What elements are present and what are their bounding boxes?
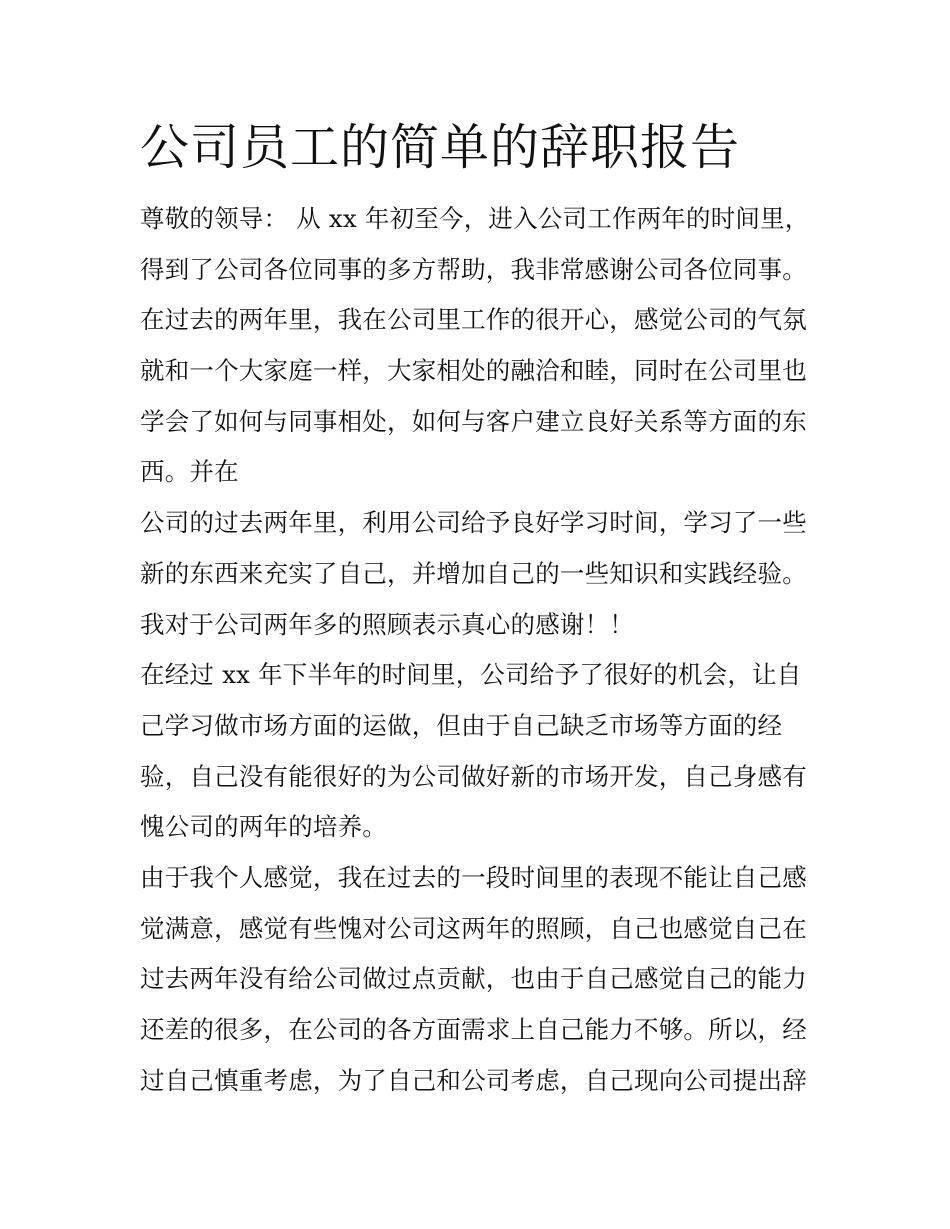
paragraph-line: 我对于公司两年多的照顾表示真心的感谢！！ [140, 609, 634, 639]
paragraph-line: 西。并在 [140, 457, 239, 487]
paragraph-line: 得到了公司各位同事的多方帮助，我非常感谢公司各位同事。 [140, 254, 807, 284]
paragraph-line: 还差的很多，在公司的各方面需求上自己能力不够。所以，经 [140, 1015, 807, 1044]
paragraph-line: 尊敬的领导： 从 xx 年初至今，进入公司工作两年的时间里， [140, 204, 810, 233]
paragraph-line: 在经过 xx 年下半年的时间里，公司给予了很好的机会，让自 [140, 660, 802, 690]
paragraph-line: 愧公司的两年的培养。 [140, 812, 387, 842]
document-body [140, 194, 820, 1106]
document-content [140, 112, 820, 1106]
paragraph-line: 就和一个大家庭一样，大家相处的融洽和睦，同时在公司里也 [140, 356, 807, 386]
paragraph-line: 验，自己没有能很好的为公司做好新的市场开发，自己身感有 [140, 761, 807, 791]
document-title: 公司员工的简单的辞职报告 [140, 119, 741, 176]
paragraph-line: 己学习做市场方面的运做，但由于自己缺乏市场等方面的经 [140, 710, 783, 740]
paragraph-line: 学会了如何与同事相处，如何与客户建立良好关系等方面的东 [140, 406, 807, 436]
paragraph-line: 公司的过去两年里，利用公司给予良好学习时间，学习了一些 [140, 508, 807, 538]
paragraph-line: 过去两年没有给公司做过点贡献，也由于自己感觉自己的能力 [140, 964, 807, 994]
paragraph-line: 由于我个人感觉，我在过去的一段时间里的表现不能让自己感 [140, 862, 807, 892]
paragraph-line: 在过去的两年里，我在公司里工作的很开心，感觉公司的气氛 [140, 305, 807, 335]
paragraph-line: 过自己慎重考虑，为了自己和公司考虑，自己现向公司提出辞 [140, 1065, 807, 1095]
paragraph-line: 新的东西来充实了自己，并增加自己的一些知识和实践经验。 [140, 558, 807, 588]
paragraph-line: 觉满意，感觉有些愧对公司这两年的照顾，自己也感觉自己在 [140, 913, 807, 943]
